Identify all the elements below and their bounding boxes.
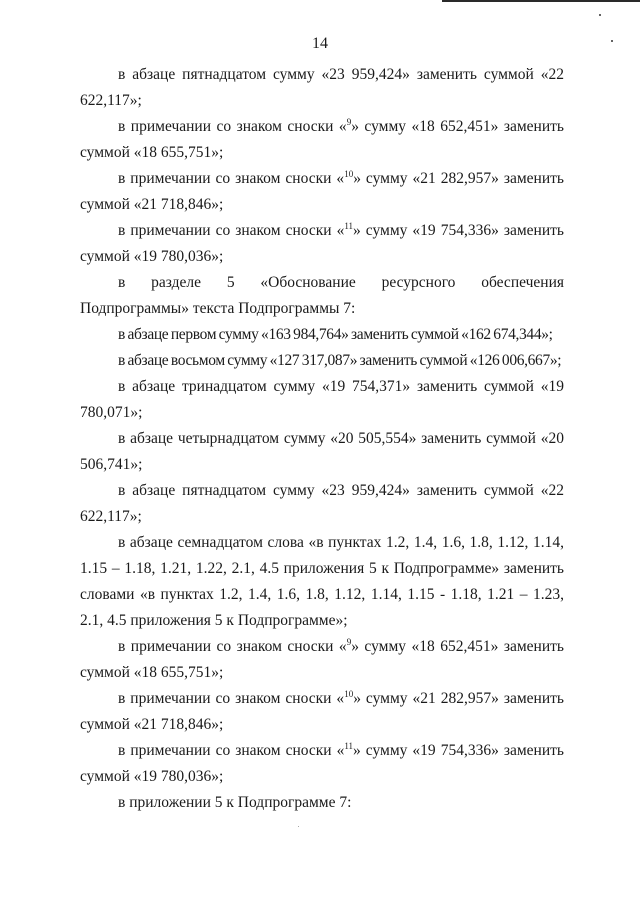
paragraph-text: в абзаце восьмом сумму «127 317,087» заменить суммой «126 006,667»; bbox=[118, 352, 562, 369]
paragraph bbox=[80, 62, 564, 114]
paragraph-text: в абзаце четырнадцатом сумму «20 505,554» заменить суммой «20 506,741»; bbox=[80, 430, 564, 473]
paragraph bbox=[80, 218, 564, 270]
document-body bbox=[80, 62, 564, 816]
paragraph-text: в абзаце первом сумму «163 984,764» заменить суммой «162 674,344»; bbox=[118, 326, 553, 343]
paragraph bbox=[80, 530, 564, 634]
top-edge-rule bbox=[442, 0, 640, 2]
scan-speck bbox=[599, 14, 601, 16]
paragraph bbox=[80, 686, 564, 738]
paragraph bbox=[80, 114, 564, 166]
paragraph-text: » сумму «21 282,957» заменить суммой «21 718,846»; bbox=[80, 170, 564, 213]
paragraph bbox=[80, 166, 564, 218]
paragraph-text: » сумму «19 754,336» заменить суммой «19 780,036»; bbox=[80, 222, 564, 265]
footnote-mark: 9 bbox=[346, 116, 352, 127]
paragraph bbox=[80, 270, 564, 322]
paragraph-text: в абзаце семнадцатом слова «в пунктах 1.2, 1.4, 1.6, 1.8, 1.12, 1.14, 1.15 – 1.18, 1.21, 1.22, 2.1, 4.5 приложения 5 к Подпрограмме» заменить словами «в пунктах 1.2, 1.4, 1.6, 1.8, 1.12, 1.14, 1.15 - 1.18, 1.21 – 1.23, 2.1, 4.5 приложения 5 к Подпрограмме»; bbox=[80, 534, 564, 629]
paragraph-text: » сумму «18 652,451» заменить суммой «18 655,751»; bbox=[80, 118, 564, 161]
paragraph-text: в абзаце пятнадцатом сумму «23 959,424» заменить суммой «22 622,117»; bbox=[80, 66, 564, 109]
paragraph-text: в примечании со знаком сноски « bbox=[118, 638, 347, 655]
paragraph-text: в примечании со знаком сноски « bbox=[118, 170, 345, 187]
paragraph bbox=[80, 322, 564, 348]
paragraph-text: в примечании со знаком сноски « bbox=[118, 118, 347, 135]
footnote-mark: 11 bbox=[344, 220, 354, 231]
paragraph-text: в абзаце тринадцатом сумму «19 754,371» заменить суммой «19 780,071»; bbox=[80, 378, 564, 421]
paragraph-text: » сумму «19 754,336» заменить суммой «19 780,036»; bbox=[80, 742, 564, 785]
paragraph-text: в приложении 5 к Подпрограмме 7: bbox=[118, 794, 352, 811]
footnote-mark: 9 bbox=[346, 636, 352, 647]
scan-speck bbox=[298, 826, 299, 827]
paragraph bbox=[80, 374, 564, 426]
paragraph bbox=[80, 790, 564, 816]
footnote-mark: 10 bbox=[344, 168, 354, 179]
paragraph-text: » сумму «18 652,451» заменить суммой «18 655,751»; bbox=[80, 638, 564, 681]
paragraph-text: в примечании со знаком сноски « bbox=[118, 690, 345, 707]
paragraph bbox=[80, 426, 564, 478]
paragraph-text: в абзаце пятнадцатом сумму «23 959,424» заменить суммой «22 622,117»; bbox=[80, 482, 564, 525]
paragraph bbox=[80, 478, 564, 530]
paragraph-text: в разделе 5 «Обоснование ресурсного обеспечения Подпрограммы» текста Подпрограммы 7: bbox=[80, 274, 564, 317]
footnote-mark: 10 bbox=[344, 688, 354, 699]
page-number: 14 bbox=[312, 35, 328, 52]
paragraph bbox=[80, 348, 564, 374]
footnote-mark: 11 bbox=[344, 740, 354, 751]
paragraph-text: в примечании со знаком сноски « bbox=[118, 742, 345, 759]
paragraph-text: в примечании со знаком сноски « bbox=[118, 222, 345, 239]
paragraph bbox=[80, 634, 564, 686]
paragraph-text: » сумму «21 282,957» заменить суммой «21 718,846»; bbox=[80, 690, 564, 733]
paragraph bbox=[80, 738, 564, 790]
